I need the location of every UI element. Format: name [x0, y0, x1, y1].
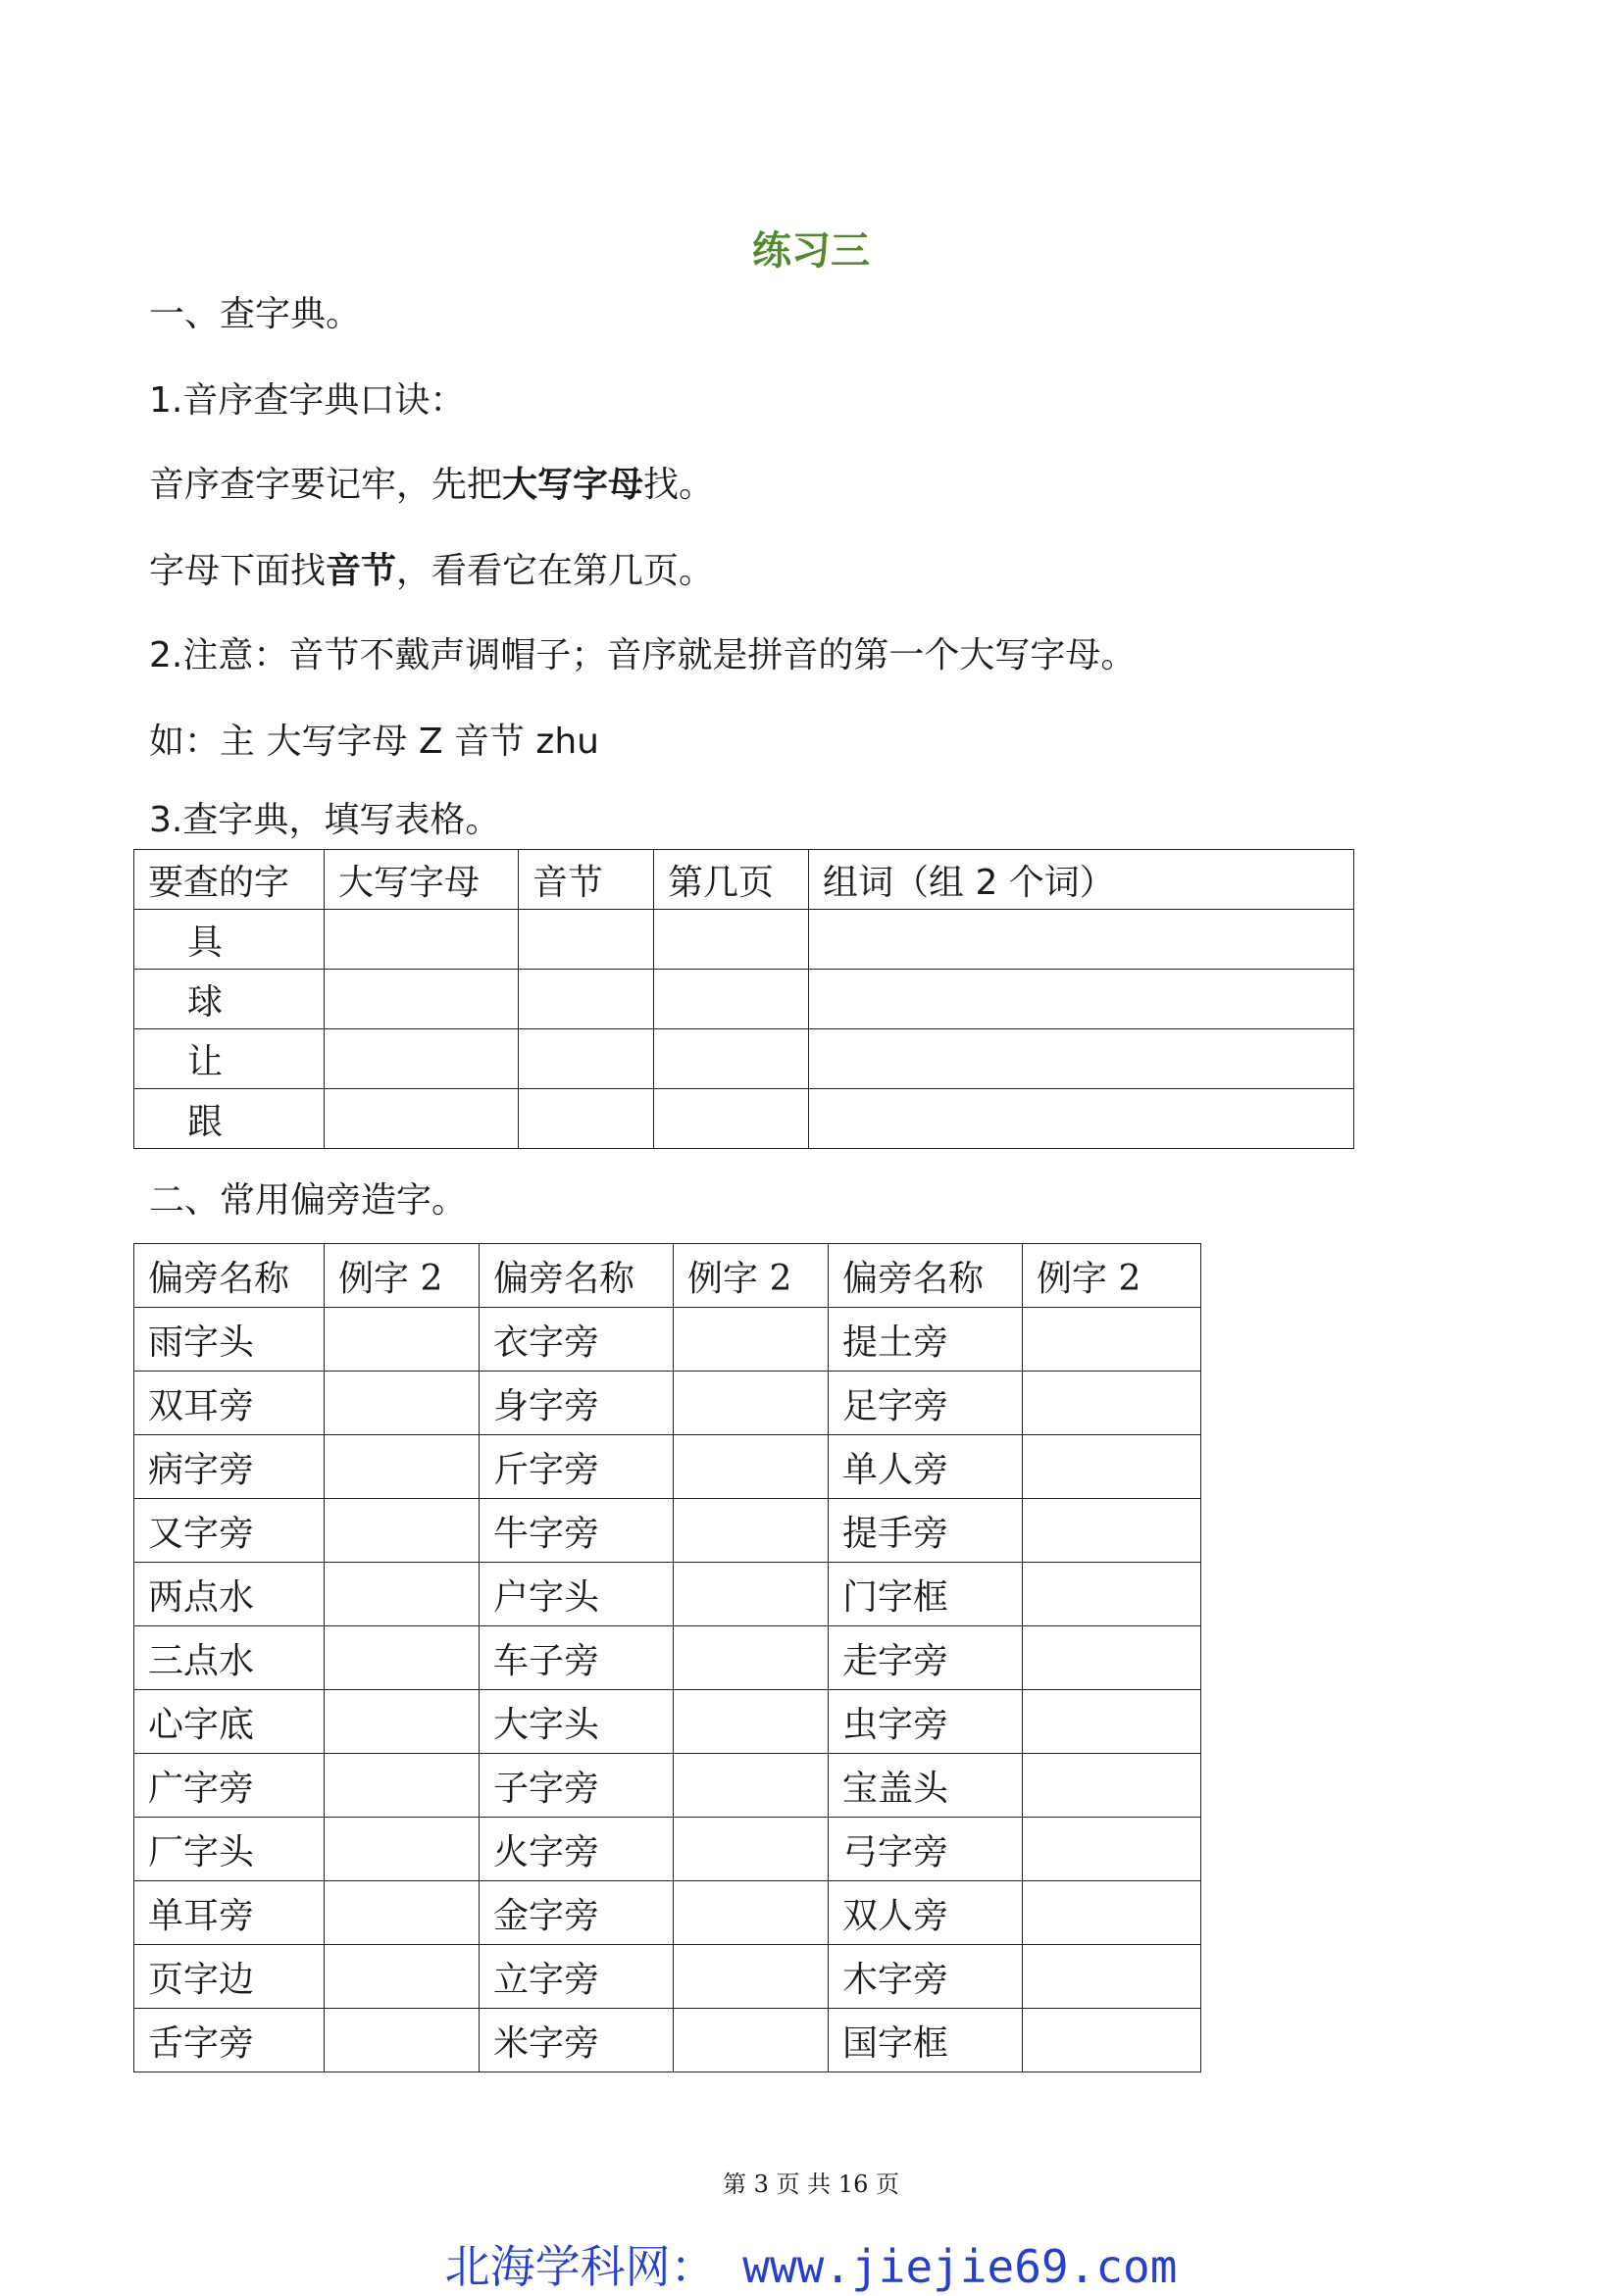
blank-cell	[325, 1945, 480, 2009]
radical-name-cell: 斤字旁	[480, 1435, 674, 1499]
radical-name-cell: 足字旁	[829, 1372, 1023, 1435]
radical-name-cell: 提土旁	[829, 1308, 1023, 1372]
table-row	[134, 1945, 1201, 2009]
lookup-char-cell: 让	[134, 1029, 325, 1089]
table-row	[134, 2009, 1201, 2072]
blank-cell	[809, 1029, 1354, 1089]
blank-cell	[809, 1089, 1354, 1149]
blank-cell	[1023, 1881, 1201, 1945]
radical-name-cell: 国字框	[829, 2009, 1023, 2072]
table-header-cell: 偏旁名称	[480, 1244, 674, 1308]
radical-name-cell: 立字旁	[480, 1945, 674, 2009]
blank-cell	[654, 1029, 809, 1089]
table-header-cell: 例字 2	[674, 1244, 829, 1308]
rhyme-line-1: 音序查字要记牢，先把大写字母找。	[149, 465, 715, 505]
blank-cell	[325, 1754, 480, 1818]
blank-cell	[654, 970, 809, 1029]
radical-name-cell: 大字头	[480, 1690, 674, 1754]
radical-name-cell: 提手旁	[829, 1499, 1023, 1563]
blank-cell	[1023, 1372, 1201, 1435]
table-header-row	[134, 1244, 1201, 1308]
blank-cell	[654, 910, 809, 970]
blank-cell	[325, 2009, 480, 2072]
blank-cell	[325, 1435, 480, 1499]
radical-name-cell: 虫字旁	[829, 1690, 1023, 1754]
table-header-cell: 大写字母	[325, 850, 519, 910]
table-header-cell: 例字 2	[325, 1244, 480, 1308]
table-header-cell: 偏旁名称	[134, 1244, 325, 1308]
blank-cell	[1023, 1308, 1201, 1372]
site-watermark: 北海学科网： www.jiejie69.com	[444, 2240, 1178, 2293]
table-row	[134, 1563, 1201, 1626]
radical-name-cell: 单耳旁	[134, 1881, 325, 1945]
table-row	[134, 910, 1354, 970]
blank-cell	[325, 1690, 480, 1754]
blank-cell	[519, 1029, 654, 1089]
blank-cell	[325, 1499, 480, 1563]
radical-name-cell: 广字旁	[134, 1754, 325, 1818]
blank-cell	[674, 1435, 829, 1499]
table-header-cell: 组词（组 2 个词）	[809, 850, 1354, 910]
blank-cell	[325, 1626, 480, 1690]
radical-name-cell: 厂字头	[134, 1818, 325, 1881]
blank-cell	[325, 970, 519, 1029]
blank-cell	[674, 1881, 829, 1945]
blank-cell	[1023, 1563, 1201, 1626]
table-row	[134, 1435, 1201, 1499]
section1-heading: 一、查字典。	[149, 294, 362, 334]
blank-cell	[325, 1563, 480, 1626]
lookup-char-cell: 具	[134, 910, 325, 970]
blank-cell	[325, 1881, 480, 1945]
item1-text: 1.音序查字典口诀：	[149, 380, 466, 421]
blank-cell	[674, 1308, 829, 1372]
radical-name-cell: 户字头	[480, 1563, 674, 1626]
radical-name-cell: 雨字头	[134, 1308, 325, 1372]
table-row	[134, 1626, 1201, 1690]
radical-name-cell: 双人旁	[829, 1881, 1023, 1945]
blank-cell	[325, 1818, 480, 1881]
blank-cell	[809, 910, 1354, 970]
table-row	[134, 1029, 1354, 1089]
blank-cell	[1023, 1945, 1201, 2009]
radical-name-cell: 门字框	[829, 1563, 1023, 1626]
radical-name-cell: 页字边	[134, 1945, 325, 2009]
item2-text: 2.注意：音节不戴声调帽子；音序就是拼音的第一个大写字母。	[149, 635, 1137, 675]
table-row	[134, 1499, 1201, 1563]
radical-name-cell: 衣字旁	[480, 1308, 674, 1372]
blank-cell	[325, 1308, 480, 1372]
blank-cell	[519, 910, 654, 970]
table-row	[134, 1372, 1201, 1435]
table-row	[134, 1308, 1201, 1372]
blank-cell	[674, 1563, 829, 1626]
rhyme-line-2: 字母下面找音节，看看它在第几页。	[149, 551, 715, 591]
radical-name-cell: 三点水	[134, 1626, 325, 1690]
blank-cell	[674, 1499, 829, 1563]
radical-name-cell: 子字旁	[480, 1754, 674, 1818]
radical-name-cell: 宝盖头	[829, 1754, 1023, 1818]
blank-cell	[674, 2009, 829, 2072]
blank-cell	[1023, 2009, 1201, 2072]
blank-cell	[325, 1029, 519, 1089]
radicals-table	[133, 1243, 1201, 2072]
blank-cell	[674, 1945, 829, 2009]
radical-name-cell: 弓字旁	[829, 1818, 1023, 1881]
blank-cell	[325, 1089, 519, 1149]
radical-name-cell: 木字旁	[829, 1945, 1023, 2009]
radical-name-cell: 舌字旁	[134, 2009, 325, 2072]
dictionary-table	[133, 849, 1354, 1149]
blank-cell	[1023, 1499, 1201, 1563]
radical-name-cell: 双耳旁	[134, 1372, 325, 1435]
table-row	[134, 1754, 1201, 1818]
radical-name-cell: 又字旁	[134, 1499, 325, 1563]
blank-cell	[809, 970, 1354, 1029]
blank-cell	[325, 910, 519, 970]
table-header-cell: 音节	[519, 850, 654, 910]
blank-cell	[1023, 1818, 1201, 1881]
table-header-cell: 例字 2	[1023, 1244, 1201, 1308]
table-header-cell: 第几页	[654, 850, 809, 910]
radical-name-cell: 火字旁	[480, 1818, 674, 1881]
blank-cell	[674, 1754, 829, 1818]
blank-cell	[674, 1690, 829, 1754]
radical-name-cell: 心字底	[134, 1690, 325, 1754]
blank-cell	[519, 970, 654, 1029]
table-row	[134, 1881, 1201, 1945]
table-row	[134, 1089, 1354, 1149]
blank-cell	[325, 1372, 480, 1435]
blank-cell	[1023, 1690, 1201, 1754]
item3-text: 3.查字典，填写表格。	[149, 800, 501, 840]
table-header-cell: 要查的字	[134, 850, 325, 910]
radical-name-cell: 牛字旁	[480, 1499, 674, 1563]
table-row	[134, 1818, 1201, 1881]
blank-cell	[674, 1626, 829, 1690]
section2-heading: 二、常用偏旁造字。	[149, 1180, 468, 1221]
blank-cell	[674, 1372, 829, 1435]
radical-name-cell: 单人旁	[829, 1435, 1023, 1499]
page-footer: 第 3 页 共 16 页	[723, 2171, 899, 2198]
page-title: 练习三	[752, 228, 870, 274]
blank-cell	[1023, 1626, 1201, 1690]
lookup-char-cell: 跟	[134, 1089, 325, 1149]
radical-name-cell: 车子旁	[480, 1626, 674, 1690]
table-row	[134, 970, 1354, 1029]
radical-name-cell: 病字旁	[134, 1435, 325, 1499]
table-header-cell: 偏旁名称	[829, 1244, 1023, 1308]
radical-name-cell: 两点水	[134, 1563, 325, 1626]
table-row	[134, 1690, 1201, 1754]
blank-cell	[1023, 1754, 1201, 1818]
radical-name-cell: 金字旁	[480, 1881, 674, 1945]
radical-name-cell: 走字旁	[829, 1626, 1023, 1690]
blank-cell	[519, 1089, 654, 1149]
radical-name-cell: 米字旁	[480, 2009, 674, 2072]
blank-cell	[1023, 1435, 1201, 1499]
radical-name-cell: 身字旁	[480, 1372, 674, 1435]
blank-cell	[674, 1818, 829, 1881]
example-text: 如：主 大写字母 Z 音节 zhu	[149, 722, 599, 762]
lookup-char-cell: 球	[134, 970, 325, 1029]
table-header-row	[134, 850, 1354, 910]
blank-cell	[654, 1089, 809, 1149]
